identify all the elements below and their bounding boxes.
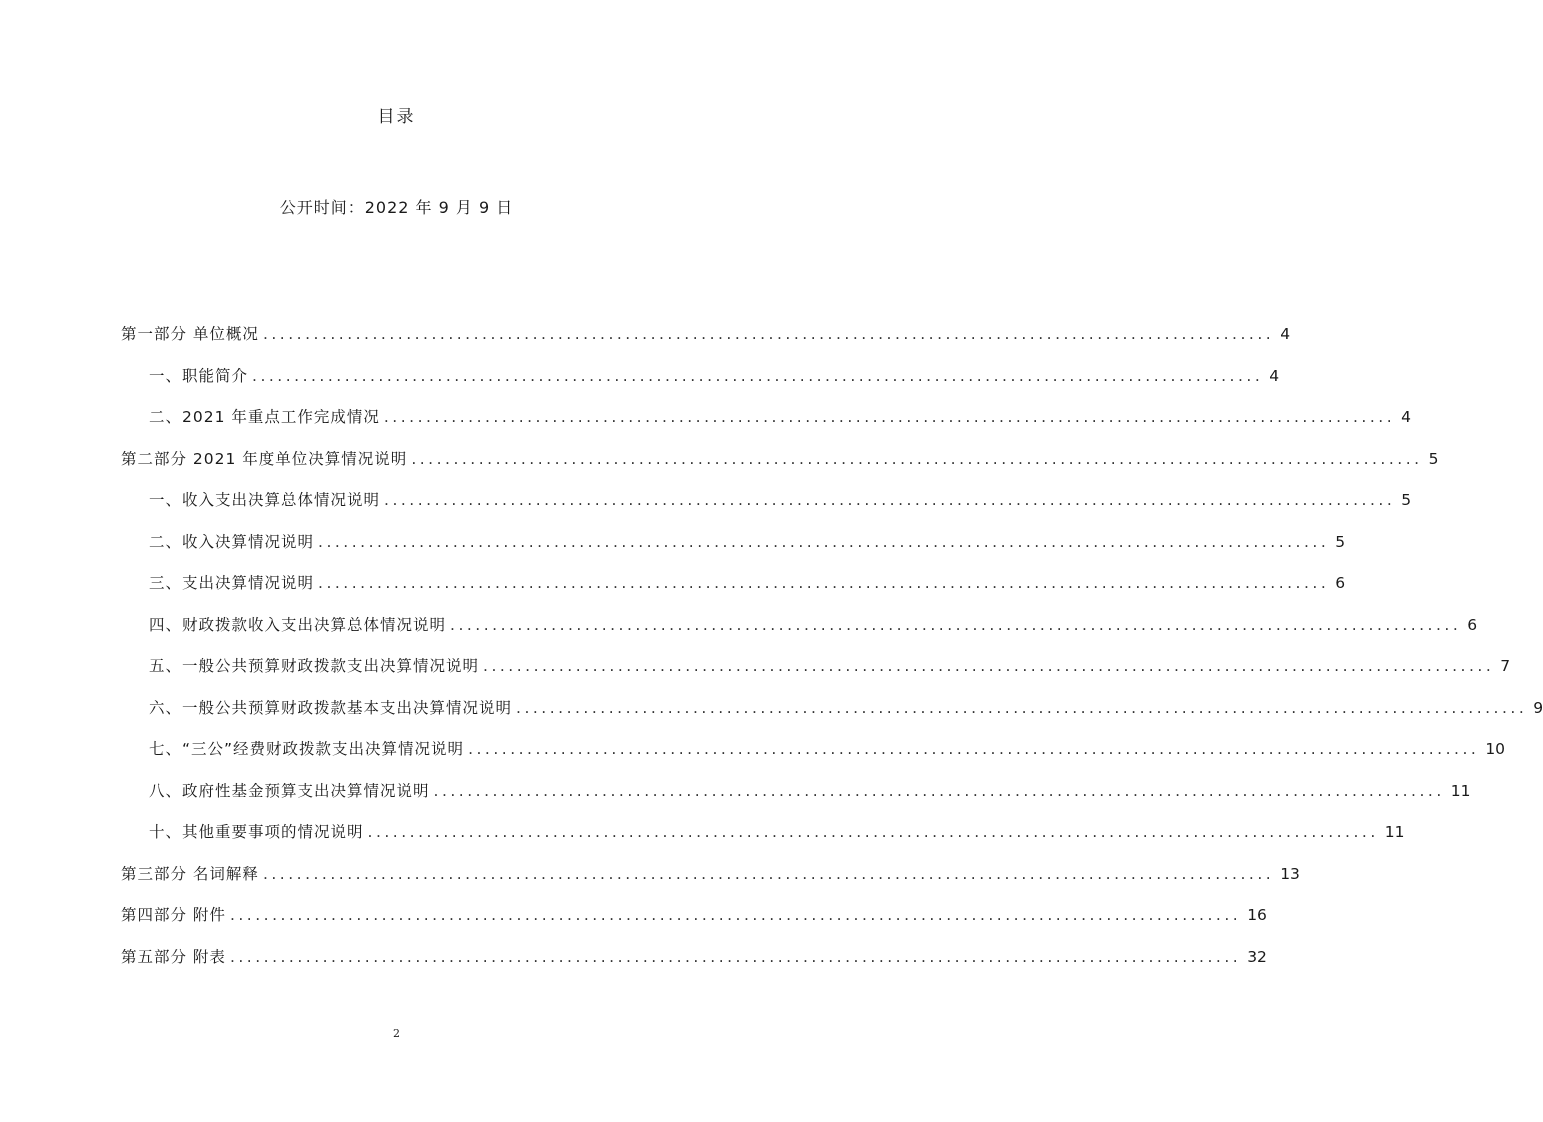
toc-leader-dots: ........................................................................................................................ — [450, 615, 1462, 634]
toc-entry-page: 13 — [1280, 864, 1300, 883]
toc-entry-page: 4 — [1401, 408, 1411, 426]
toc-entry-label: 五、一般公共预算财政拨款支出决算情况说明 — [149, 657, 480, 675]
toc-entry-part-5[interactable] — [121, 945, 1267, 987]
toc-entry-2-3[interactable] — [121, 571, 1346, 613]
toc-leader-dots: ........................................................................................................................ — [383, 408, 1396, 426]
toc-leader-dots: ........................................................................................................................ — [229, 906, 1242, 924]
toc-leader-dots: ........................................................................................................................ — [384, 491, 1396, 509]
toc-entry-label: 十、其他重要事项的情况说明 — [149, 823, 364, 841]
toc-entry-label: 三、支出决算情况说明 — [149, 574, 315, 592]
toc-entry-part-3[interactable] — [121, 862, 1300, 904]
toc-entry-2-10[interactable] — [121, 820, 1405, 862]
toc-leader-dots: ........................................................................................................................ — [252, 366, 1264, 385]
toc-entry-page: 11 — [1450, 781, 1471, 800]
page-title: 目录 — [377, 107, 416, 127]
toc-entry-label: 第一部分 单位概况 — [121, 325, 259, 343]
toc-entry-label: 第五部分 附表 — [121, 947, 226, 966]
toc-entry-label: 一、职能简介 — [149, 366, 249, 385]
toc-entry-2-7[interactable] — [121, 737, 1506, 779]
toc-entry-label: 第二部分 2021 年度单位决算情况说明 — [121, 449, 408, 468]
publish-date: 公开时间：2022 年 9 月 9 日 — [279, 198, 514, 217]
toc-entry-2-1[interactable] — [121, 488, 1412, 530]
toc-leader-dots: ........................................................................................................................ — [229, 947, 1242, 966]
toc-entry-label: 八、政府性基金预算支出决算情况说明 — [149, 781, 430, 800]
toc-entry-page: 10 — [1485, 740, 1506, 758]
toc-entry-page: 6 — [1335, 574, 1346, 592]
toc-entry-label: 二、收入决算情况说明 — [149, 532, 315, 551]
toc-leader-dots: ........................................................................................................................ — [318, 574, 1330, 592]
toc-entry-page: 4 — [1280, 325, 1291, 343]
toc-entry-part-1[interactable] — [121, 322, 1291, 364]
toc-entry-2-4[interactable] — [121, 613, 1478, 655]
toc-leader-dots: ........................................................................................................................ — [318, 532, 1330, 551]
toc-entry-page: 9 — [1533, 698, 1543, 717]
toc-entry-1-1[interactable] — [121, 364, 1280, 406]
toc-entry-page: 7 — [1500, 657, 1511, 675]
toc-entry-page: 11 — [1384, 823, 1405, 841]
toc-leader-dots: ........................................................................................................................ — [483, 657, 1495, 675]
toc-entry-label: 二、2021 年重点工作完成情况 — [149, 408, 380, 426]
toc-entry-label: 一、收入支出决算总体情况说明 — [149, 491, 381, 509]
toc-entry-2-8[interactable] — [121, 779, 1471, 821]
toc-entry-page: 4 — [1269, 366, 1280, 385]
toc-leader-dots: ........................................................................................................................ — [411, 449, 1423, 468]
toc-leader-dots: ........................................................................................................................ — [367, 823, 1379, 841]
page-number: 2 — [393, 1027, 400, 1040]
toc-leader-dots: ........................................................................................................................ — [433, 781, 1445, 800]
toc-entry-label: 六、一般公共预算财政拨款基本支出决算情况说明 — [149, 698, 513, 717]
toc-entry-1-2[interactable] — [121, 405, 1411, 447]
toc-entry-label: 七、“三公”经费财政拨款支出决算情况说明 — [149, 740, 465, 758]
toc-leader-dots: ........................................................................................................................ — [468, 740, 1480, 758]
toc-entry-page: 32 — [1247, 947, 1267, 966]
toc-entry-2-2[interactable] — [121, 530, 1346, 572]
toc-entry-label: 第四部分 附件 — [121, 906, 226, 924]
toc-leader-dots: ........................................................................................................................ — [262, 325, 1275, 343]
toc-entry-2-5[interactable] — [121, 654, 1511, 696]
toc-entry-2-6[interactable] — [121, 696, 1543, 738]
toc-entry-label: 四、财政拨款收入支出决算总体情况说明 — [149, 615, 447, 634]
toc-entry-part-2[interactable] — [121, 447, 1439, 489]
toc-entry-page: 5 — [1335, 532, 1346, 551]
toc-entry-page: 5 — [1428, 449, 1439, 468]
toc-entry-part-4[interactable] — [121, 903, 1267, 945]
toc-entry-page: 6 — [1467, 615, 1478, 634]
toc-entry-page: 5 — [1401, 491, 1412, 509]
toc-entry-label: 第三部分 名词解释 — [121, 864, 259, 883]
toc-leader-dots: ........................................................................................................................ — [262, 864, 1275, 883]
toc-leader-dots: ........................................................................................................................ — [516, 698, 1528, 717]
toc-entry-page: 16 — [1247, 906, 1267, 924]
table-of-contents — [121, 322, 1543, 986]
